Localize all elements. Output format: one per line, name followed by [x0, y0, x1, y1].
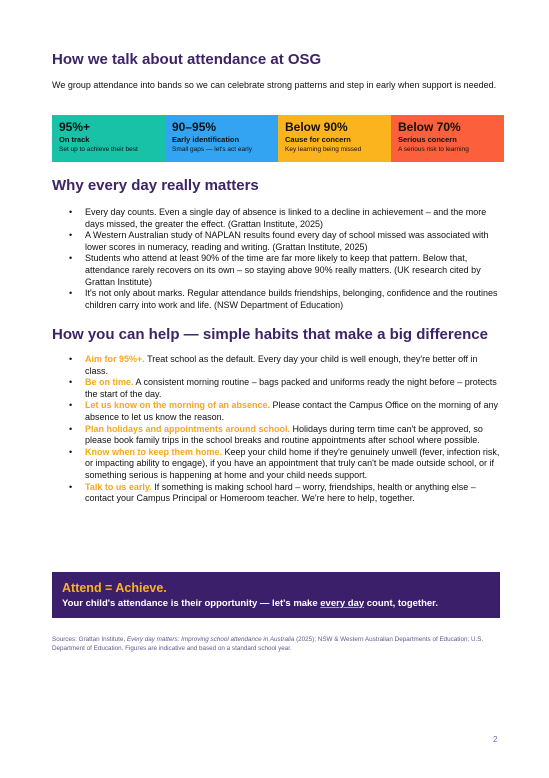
list-item: [69, 207, 501, 230]
band-serious-concern: [391, 115, 504, 162]
band-desc: Small gaps — let's act early: [172, 146, 252, 153]
list-item: [69, 424, 501, 447]
list-item: [69, 377, 501, 400]
band-level: Below 70%: [398, 120, 461, 134]
band-desc: A serious risk to learning: [398, 146, 469, 153]
habit-text: Holidays during term time can't be approved, so please book family trips in the school breaks and routine appointments after school where possible.: [85, 423, 483, 446]
band-level: 90–95%: [172, 120, 217, 134]
band-label: On track: [59, 135, 90, 144]
sources-note: [52, 636, 504, 653]
list-item: [69, 400, 501, 423]
sources-post: (2025); NSW & Western Australian Departments of Education; U.S. Department of Education. Figures are indicative and based on a standard school year.: [52, 636, 484, 652]
sources-title: Every day matters: Improving school attendance in Australia: [126, 636, 295, 643]
bullet-icon: •: [69, 207, 73, 217]
list-item-text: Students who attend at least 90% of the time are far more likely to keep that pattern. Below that, attendance rarely recovers on its own – so staying above 90% really matters. (UK research cited by Grattan Institute): [85, 253, 481, 287]
band-label: Early identification: [172, 135, 240, 144]
banner-message: [62, 597, 500, 610]
banner-text-pre: Your child's attendance is their opportunity — let's make: [62, 598, 321, 609]
band-label: Cause for concern: [285, 135, 351, 144]
habit-lead: Be on time.: [85, 377, 134, 388]
habit-lead: Know when to keep them home.: [85, 446, 223, 457]
why-list: [69, 207, 501, 311]
bullet-icon: •: [69, 288, 73, 299]
why-heading: Why every day really matters: [52, 177, 259, 194]
band-early-identification: [165, 115, 278, 162]
habit-lead: Aim for 95%+.: [85, 354, 145, 364]
list-item-text: Every day counts. Even a single day of absence is linked to a decline in achievement – and the more days missed, the greater the effect. (Grattan Institute, 2025): [85, 207, 487, 229]
sources-pre: Sources: Grattan Institute,: [52, 636, 127, 643]
band-desc: Set up to achieve their best: [59, 146, 138, 153]
band-level: Below 90%: [285, 120, 348, 134]
band-on-track: [52, 115, 165, 162]
habit-lead: Plan holidays and appointments around school.: [85, 423, 291, 434]
list-item: [69, 482, 501, 505]
habit-lead: Talk to us early.: [85, 481, 152, 492]
bullet-icon: •: [69, 253, 73, 264]
attend-achieve-banner: [52, 572, 500, 618]
bullet-icon: •: [69, 230, 73, 241]
list-item-text: It's not only about marks. Regular attendance builds friendships, belonging, confidence and the routines children carry into work and life. (NSW Department of Education): [85, 288, 498, 310]
banner-text-underlined: every day: [320, 598, 365, 609]
bullet-icon: •: [69, 481, 73, 492]
banner-text-post: count, together.: [364, 598, 438, 609]
list-item: [69, 253, 501, 288]
bullet-icon: •: [69, 446, 73, 457]
bullet-icon: •: [69, 377, 73, 388]
attendance-intro: We group attendance into bands so we can celebrate strong patterns and step in early when support is needed.: [52, 80, 497, 90]
band-desc: Key learning being missed: [285, 146, 362, 153]
list-item: [69, 447, 501, 482]
band-label: Serious concern: [398, 135, 457, 144]
habit-text: Keep your child home if they're genuinely unwell (fever, infection risk, or impacting ability to engage), if you have an appointment that truly can't be made outside school, or if something serious is happening at home and your child needs support.: [85, 446, 500, 480]
habit-text: A consistent morning routine – bags packed and uniforms ready the night before – protects the start of the day.: [85, 377, 497, 399]
banner-title: Attend = Achieve.: [62, 581, 167, 595]
help-list: [69, 354, 501, 505]
bullet-icon: •: [69, 354, 73, 364]
list-item: [69, 354, 501, 377]
list-item: [69, 230, 501, 253]
page-number: 2: [493, 735, 498, 744]
band-cause-for-concern: [278, 115, 391, 162]
bullet-icon: •: [69, 400, 73, 411]
attendance-heading: How we talk about attendance at OSG: [52, 51, 322, 68]
habit-text: If something is making school hard – worry, friendships, health or anything else – contact your Campus Principal or Homeroom teacher. We're here to help, together.: [85, 481, 476, 504]
band-level: 95%+: [59, 120, 91, 134]
bullet-icon: •: [69, 423, 73, 434]
list-item: [69, 288, 501, 311]
list-item-text: A Western Australian study of NAPLAN results found every day of school missed was associated with lower scores in numeracy, reading and writing. (Grattan Institute, 2025): [85, 230, 489, 252]
attendance-bands: [52, 115, 504, 162]
habit-text: Please contact the Campus Office on the morning of any absence to let us know the reason.: [85, 400, 498, 422]
habit-lead: Let us know on the morning of an absence.: [85, 400, 271, 411]
help-heading: How you can help — simple habits that make a big difference: [52, 326, 488, 343]
habit-text: Treat school as the default. Every day your child is well enough, they're better off in class.: [85, 354, 478, 376]
